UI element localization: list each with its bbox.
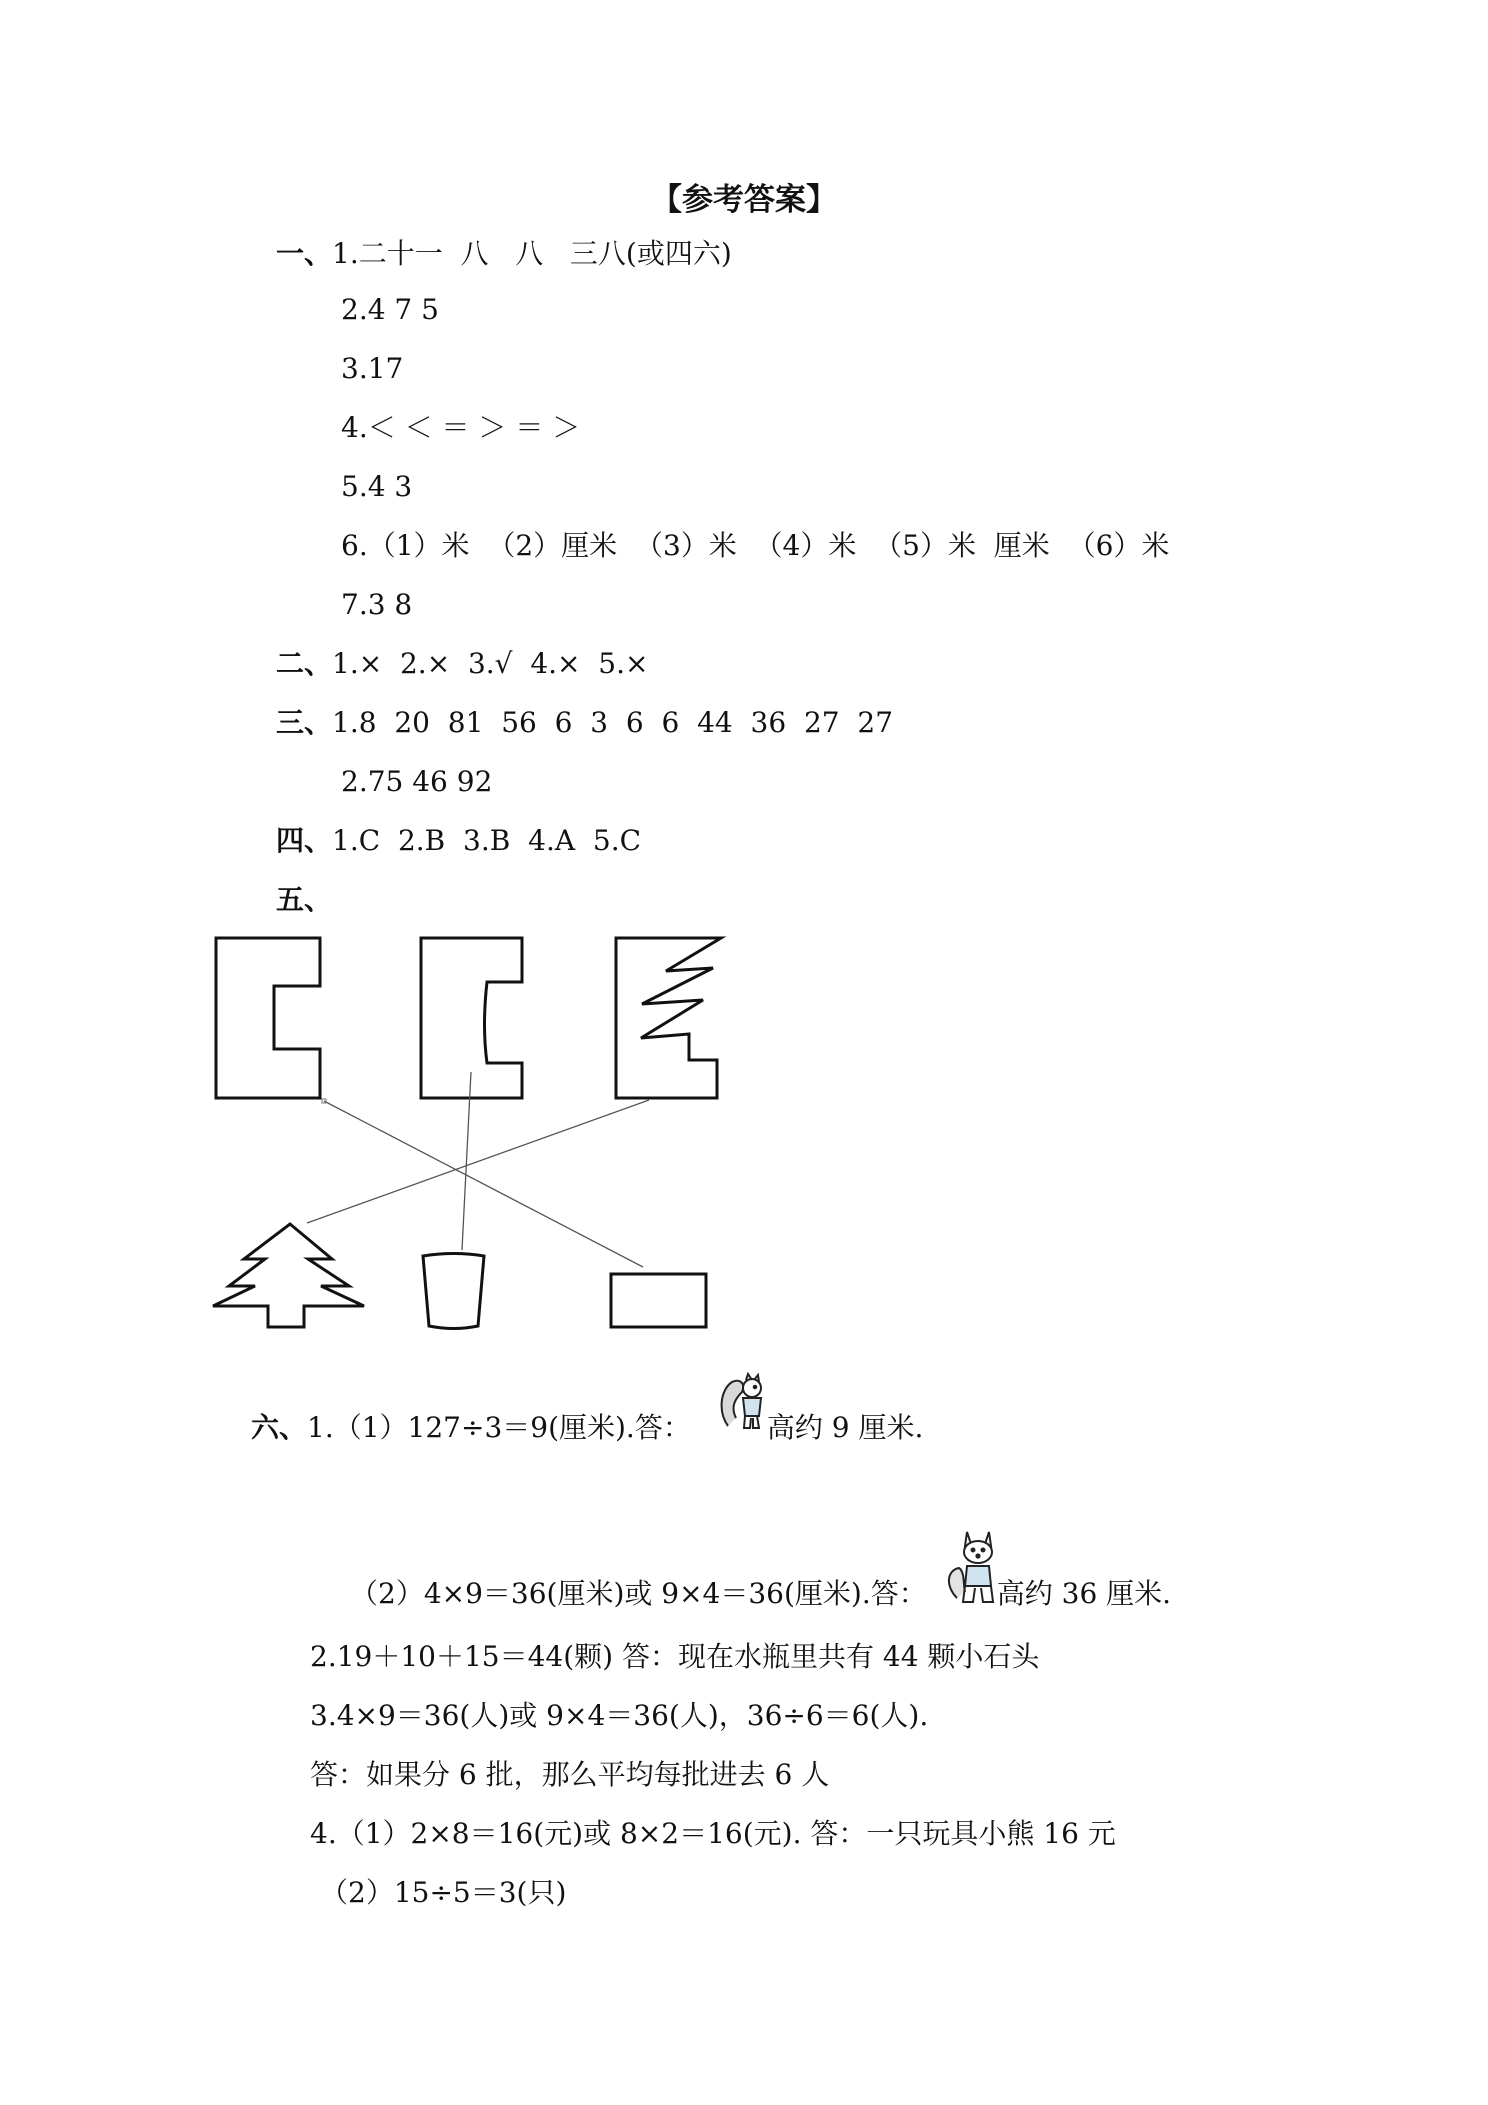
section-1-line-4: 4.＜ ＜ ＝ ＞ ＝ ＞	[341, 411, 581, 444]
section-6-q1-part2: （2）4×9＝36(厘米)或 9×4＝36(厘米).答： 高约 36 厘米.	[350, 1577, 1172, 1610]
section-1-label: 一、	[276, 237, 333, 270]
page-title: 【参考答案】	[651, 182, 837, 218]
section-2-line: 二、1.× 2.× 3.√ 4.× 5.×	[276, 647, 649, 680]
section-3-line-1: 三、1.8 20 81 56 6 3 6 6 44 36 27 27	[276, 706, 894, 739]
section-1-line-6: 6.（1）米 （2）厘米 （3）米 （4）米 （5）米 厘米 （6）米	[341, 529, 1170, 562]
section-6-label: 六、	[251, 1411, 308, 1444]
match-line-1	[324, 1101, 643, 1267]
top-shape-bracket	[216, 938, 320, 1098]
section-1-line-5: 5.4 3	[341, 470, 413, 503]
section-6-q4-line2: （2）15÷5＝3(只)	[320, 1876, 567, 1909]
squirrel-icon	[718, 1372, 770, 1434]
section-3-label: 三、	[276, 706, 333, 739]
section-6-q3-line1: 3.4×9＝36(人)或 9×4＝36(人)，36÷6＝6(人).	[310, 1699, 929, 1732]
section-3-line-2: 2.75 46 92	[341, 765, 493, 798]
top-shape-zigzag	[616, 938, 721, 1098]
section-4-label: 四、	[276, 824, 333, 857]
section-2-label: 二、	[276, 647, 333, 680]
section-5-label: 五、	[276, 883, 333, 916]
fox-icon	[945, 1528, 1005, 1608]
section-6-q1-part1: 六、1.（1）127÷3＝9(厘米).答： 高约 9 厘米.	[251, 1411, 924, 1444]
bottom-shape-cup	[423, 1254, 484, 1329]
section-6-q3-line2: 答：如果分 6 批，那么平均每批进去 6 人	[310, 1758, 830, 1791]
section-1-line-7: 7.3 8	[341, 588, 413, 621]
bottom-shape-rectangle	[611, 1274, 706, 1327]
section-4-line: 四、1.C 2.B 3.B 4.A 5.C	[276, 824, 642, 857]
bottom-shape-tree	[213, 1224, 364, 1327]
section-6-q4-line1: 4.（1）2×8＝16(元)或 8×2＝16(元). 答：一只玩具小熊 16 元	[310, 1817, 1116, 1850]
section-1-line-1: 一、1.二十一 八 八 三八(或四六)	[276, 237, 732, 270]
section-1-line-2: 2.4 7 5	[341, 293, 439, 326]
section-6-q2: 2.19＋10＋15＝44(颗) 答：现在水瓶里共有 44 颗小石头	[310, 1640, 1040, 1673]
section-1-line-3: 3.17	[341, 352, 404, 385]
